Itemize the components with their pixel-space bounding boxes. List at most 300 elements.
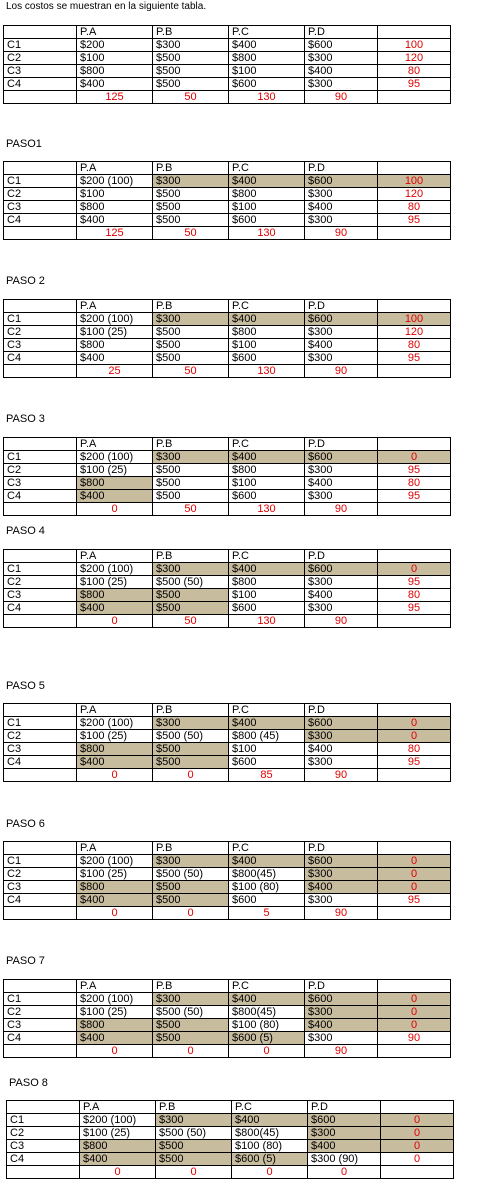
cost-cell: $800: [229, 464, 305, 477]
column-header: P.B: [153, 162, 229, 175]
empty-cell: [4, 91, 77, 104]
cost-cell: $600: [305, 563, 378, 576]
supply-cell: 95: [378, 214, 451, 227]
demand-cell: 130: [229, 503, 305, 516]
cost-cell: $400: [77, 352, 153, 365]
table-row: [4, 339, 451, 352]
cost-cell: $100 (25): [77, 326, 153, 339]
empty-header-cell: [378, 550, 451, 563]
cost-cell: $800(45): [229, 868, 305, 881]
cost-cell: $300: [305, 756, 378, 769]
cost-cell: $500: [153, 65, 229, 78]
supply-cell: 0: [378, 563, 451, 576]
column-header: P.A: [77, 438, 153, 451]
demand-cell: 130: [229, 91, 305, 104]
cost-cell: $500 (50): [156, 1127, 232, 1140]
cost-cell: $400: [229, 451, 305, 464]
step-title: PASO 5: [6, 680, 45, 692]
cost-cell: $300: [153, 313, 229, 326]
row-label: C3: [4, 65, 77, 78]
empty-cell: [378, 91, 451, 104]
cost-cell: $500 (50): [153, 868, 229, 881]
empty-cell: [4, 365, 77, 378]
cost-cell: $500: [153, 52, 229, 65]
row-label: C2: [4, 576, 77, 589]
cost-cell: $800: [77, 477, 153, 490]
cost-cell: $300: [305, 490, 378, 503]
cost-cell: $400: [229, 563, 305, 576]
column-header: P.B: [153, 842, 229, 855]
supply-cell: 120: [378, 326, 451, 339]
demand-cell: 0: [156, 1166, 232, 1179]
header-row: [4, 550, 451, 563]
cost-cell: $800: [77, 589, 153, 602]
header-row: [7, 1101, 454, 1114]
demand-row: [4, 907, 451, 920]
empty-cell: [4, 769, 77, 782]
column-header: P.C: [229, 704, 305, 717]
cost-cell: $100 (25): [77, 1006, 153, 1019]
cost-cell: $400: [229, 855, 305, 868]
step-title: PASO 4: [6, 525, 45, 537]
empty-header-cell: [378, 300, 451, 313]
cost-cell: $500: [153, 490, 229, 503]
step-title: PASO 2: [6, 275, 45, 287]
empty-header-cell: [378, 980, 451, 993]
empty-cell: [378, 503, 451, 516]
cost-cell: $600 (5): [229, 1032, 305, 1045]
row-label: C4: [4, 894, 77, 907]
empty-cell: [4, 1045, 77, 1058]
cost-cell: $300: [308, 1127, 381, 1140]
cost-cell: $500: [153, 352, 229, 365]
cost-cell: $100: [229, 201, 305, 214]
supply-cell: 0: [378, 881, 451, 894]
row-label: C4: [4, 756, 77, 769]
demand-cell: 50: [153, 365, 229, 378]
row-label: C3: [4, 1019, 77, 1032]
cost-cell: $800: [229, 52, 305, 65]
cost-cell: $400: [305, 743, 378, 756]
demand-cell: 0: [77, 503, 153, 516]
supply-cell: 100: [378, 39, 451, 52]
row-label: C1: [4, 175, 77, 188]
supply-cell: 0: [378, 855, 451, 868]
empty-header-cell: [4, 550, 77, 563]
column-header: P.A: [77, 550, 153, 563]
cost-cell: $500: [153, 339, 229, 352]
table-row: [4, 894, 451, 907]
supply-cell: 0: [378, 1006, 451, 1019]
empty-header-cell: [4, 26, 77, 39]
demand-cell: 0: [80, 1166, 156, 1179]
cost-cell: $100: [229, 743, 305, 756]
column-header: P.C: [229, 550, 305, 563]
column-header: P.D: [305, 704, 378, 717]
row-label: C4: [4, 1032, 77, 1045]
demand-cell: 130: [229, 365, 305, 378]
step-title: PASO 6: [6, 818, 45, 830]
cost-cell: $600: [305, 451, 378, 464]
empty-header-cell: [378, 842, 451, 855]
cost-cell: $800: [77, 201, 153, 214]
cost-cell: $500: [153, 464, 229, 477]
cost-cell: $400: [305, 589, 378, 602]
row-label: C4: [4, 602, 77, 615]
row-label: C1: [4, 993, 77, 1006]
header-row: [4, 300, 451, 313]
empty-cell: [4, 615, 77, 628]
cost-cell: $600: [305, 717, 378, 730]
supply-cell: 0: [378, 868, 451, 881]
table-row: [4, 313, 451, 326]
demand-row: [4, 1045, 451, 1058]
cost-cell: $200 (100): [77, 451, 153, 464]
cost-cell: $800(45): [229, 1006, 305, 1019]
table-row: [4, 352, 451, 365]
cost-cell: $300: [305, 576, 378, 589]
row-label: C1: [7, 1114, 80, 1127]
demand-cell: 50: [153, 615, 229, 628]
table-row: [4, 175, 451, 188]
demand-cell: 130: [229, 615, 305, 628]
cost-cell: $400: [77, 78, 153, 91]
header-row: [4, 438, 451, 451]
row-label: C1: [4, 717, 77, 730]
cost-cell: $600: [308, 1114, 381, 1127]
cost-cell: $300: [156, 1114, 232, 1127]
supply-cell: 95: [378, 602, 451, 615]
cost-cell: $400: [77, 214, 153, 227]
cost-cell: $800: [77, 881, 153, 894]
table-row: [4, 65, 451, 78]
cost-cell: $100: [229, 65, 305, 78]
column-header: P.C: [229, 980, 305, 993]
cost-cell: $800: [77, 1019, 153, 1032]
cost-cell: $400: [305, 477, 378, 490]
supply-cell: 95: [378, 490, 451, 503]
empty-cell: [4, 227, 77, 240]
row-label: C1: [4, 39, 77, 52]
cost-cell: $300: [305, 188, 378, 201]
demand-cell: 90: [305, 769, 378, 782]
row-label: C1: [4, 313, 77, 326]
supply-cell: 120: [378, 52, 451, 65]
table-row: [4, 868, 451, 881]
row-label: C3: [7, 1140, 80, 1153]
transport-table: [3, 437, 451, 516]
cost-cell: $300: [305, 78, 378, 91]
column-header: P.B: [153, 550, 229, 563]
cost-cell: $300: [305, 214, 378, 227]
cost-cell: $400: [305, 1019, 378, 1032]
cost-cell: $800: [229, 188, 305, 201]
cost-cell: $300: [153, 993, 229, 1006]
cost-cell: $800: [229, 326, 305, 339]
cost-cell: $400: [305, 201, 378, 214]
demand-row: [7, 1166, 454, 1179]
cost-cell: $500: [153, 1032, 229, 1045]
cost-cell: $300: [305, 602, 378, 615]
demand-cell: 90: [305, 503, 378, 516]
demand-cell: 85: [229, 769, 305, 782]
header-row: [4, 704, 451, 717]
cost-cell: $300: [153, 563, 229, 576]
column-header: P.A: [77, 300, 153, 313]
empty-header-cell: [7, 1101, 80, 1114]
cost-cell: $600: [229, 894, 305, 907]
cost-cell: $600: [305, 175, 378, 188]
column-header: P.A: [77, 26, 153, 39]
demand-cell: 0: [77, 1045, 153, 1058]
transport-table: [3, 703, 451, 782]
cost-cell: $400: [77, 894, 153, 907]
transport-table: [3, 25, 451, 104]
transport-table: [3, 549, 451, 628]
table-row: [4, 78, 451, 91]
cost-cell: $500: [153, 756, 229, 769]
column-header: P.D: [305, 26, 378, 39]
column-header: P.D: [305, 842, 378, 855]
supply-cell: 0: [381, 1114, 454, 1127]
cost-cell: $500: [156, 1140, 232, 1153]
demand-row: [4, 365, 451, 378]
row-label: C2: [4, 188, 77, 201]
supply-cell: 95: [378, 78, 451, 91]
empty-header-cell: [4, 704, 77, 717]
supply-cell: 0: [378, 451, 451, 464]
supply-cell: 80: [378, 589, 451, 602]
cost-cell: $300: [305, 326, 378, 339]
row-label: C4: [4, 490, 77, 503]
demand-row: [4, 227, 451, 240]
cost-cell: $200 (100): [77, 563, 153, 576]
row-label: C2: [4, 868, 77, 881]
row-label: C1: [4, 451, 77, 464]
demand-cell: 0: [153, 769, 229, 782]
empty-header-cell: [4, 980, 77, 993]
empty-header-cell: [378, 26, 451, 39]
column-header: P.A: [77, 980, 153, 993]
column-header: P.C: [232, 1101, 308, 1114]
empty-header-cell: [378, 704, 451, 717]
cost-cell: $100: [229, 477, 305, 490]
cost-cell: $600: [229, 214, 305, 227]
empty-header-cell: [381, 1101, 454, 1114]
demand-row: [4, 615, 451, 628]
row-label: C2: [4, 1006, 77, 1019]
supply-cell: 80: [378, 339, 451, 352]
cost-cell: $500: [153, 78, 229, 91]
row-label: C4: [7, 1153, 80, 1166]
demand-row: [4, 91, 451, 104]
empty-header-cell: [4, 162, 77, 175]
cost-cell: $300: [305, 1006, 378, 1019]
cost-cell: $100 (80): [229, 881, 305, 894]
supply-cell: 80: [378, 743, 451, 756]
demand-cell: 0: [232, 1166, 308, 1179]
intro-text: Los costos se muestran en la siguiente tabla.: [6, 1, 207, 12]
row-label: C2: [7, 1127, 80, 1140]
cost-cell: $200: [77, 39, 153, 52]
empty-cell: [378, 1045, 451, 1058]
cost-cell: $500: [153, 214, 229, 227]
cost-cell: $600: [229, 352, 305, 365]
demand-cell: 50: [153, 227, 229, 240]
cost-cell: $300: [153, 39, 229, 52]
row-label: C1: [4, 855, 77, 868]
column-header: P.D: [308, 1101, 381, 1114]
demand-cell: 125: [77, 227, 153, 240]
supply-cell: 0: [381, 1153, 454, 1166]
cost-cell: $100 (25): [77, 576, 153, 589]
empty-header-cell: [4, 438, 77, 451]
cost-cell: $100 (25): [77, 730, 153, 743]
table-row: [4, 717, 451, 730]
table-row: [4, 201, 451, 214]
empty-cell: [378, 227, 451, 240]
row-label: C1: [4, 563, 77, 576]
empty-cell: [378, 615, 451, 628]
cost-cell: $100: [77, 52, 153, 65]
cost-cell: $500: [153, 326, 229, 339]
cost-cell: $600: [305, 39, 378, 52]
supply-cell: 95: [378, 352, 451, 365]
column-header: P.C: [229, 162, 305, 175]
empty-header-cell: [4, 842, 77, 855]
cost-cell: $500 (50): [153, 576, 229, 589]
row-label: C3: [4, 881, 77, 894]
cost-cell: $200 (100): [77, 993, 153, 1006]
table-row: [4, 451, 451, 464]
demand-cell: 0: [229, 1045, 305, 1058]
cost-cell: $400: [80, 1153, 156, 1166]
cost-cell: $300: [305, 868, 378, 881]
cost-cell: $300: [153, 451, 229, 464]
column-header: P.B: [153, 26, 229, 39]
table-row: [7, 1114, 454, 1127]
cost-cell: $600: [229, 602, 305, 615]
supply-cell: 95: [378, 756, 451, 769]
empty-cell: [4, 503, 77, 516]
cost-cell: $200 (100): [77, 313, 153, 326]
column-header: P.B: [156, 1101, 232, 1114]
supply-cell: 0: [381, 1127, 454, 1140]
demand-cell: 90: [305, 1045, 378, 1058]
column-header: P.D: [305, 162, 378, 175]
supply-cell: 120: [378, 188, 451, 201]
cost-cell: $600: [305, 993, 378, 1006]
cost-cell: $800: [80, 1140, 156, 1153]
cost-cell: $500 (50): [153, 730, 229, 743]
demand-cell: 125: [77, 91, 153, 104]
table-row: [7, 1127, 454, 1140]
cost-cell: $300: [305, 352, 378, 365]
cost-cell: $400: [77, 490, 153, 503]
demand-cell: 0: [77, 615, 153, 628]
column-header: P.D: [305, 438, 378, 451]
cost-cell: $400: [305, 65, 378, 78]
table-row: [7, 1153, 454, 1166]
cost-cell: $500: [153, 881, 229, 894]
table-row: [4, 576, 451, 589]
demand-cell: 25: [77, 365, 153, 378]
demand-cell: 0: [77, 907, 153, 920]
table-row: [4, 477, 451, 490]
demand-cell: 0: [308, 1166, 381, 1179]
cost-cell: $300: [305, 730, 378, 743]
step-title: PASO 7: [6, 955, 45, 967]
row-label: C3: [4, 339, 77, 352]
empty-cell: [4, 907, 77, 920]
cost-cell: $100: [229, 589, 305, 602]
column-header: P.B: [153, 980, 229, 993]
empty-header-cell: [378, 162, 451, 175]
cost-cell: $100 (25): [80, 1127, 156, 1140]
empty-header-cell: [4, 300, 77, 313]
cost-cell: $600: [229, 78, 305, 91]
step-title: PASO 8: [9, 1077, 48, 1089]
demand-cell: 90: [305, 91, 378, 104]
cost-cell: $200 (100): [77, 855, 153, 868]
cost-cell: $300: [305, 1032, 378, 1045]
row-label: C2: [4, 326, 77, 339]
cost-cell: $600: [305, 855, 378, 868]
supply-cell: 100: [378, 313, 451, 326]
demand-cell: 0: [153, 1045, 229, 1058]
demand-cell: 50: [153, 503, 229, 516]
cost-cell: $500: [153, 894, 229, 907]
empty-cell: [378, 769, 451, 782]
column-header: P.A: [77, 162, 153, 175]
table-row: [4, 855, 451, 868]
cost-cell: $300 (90): [308, 1153, 381, 1166]
supply-cell: 0: [378, 993, 451, 1006]
cost-cell: $500: [153, 602, 229, 615]
row-label: C2: [4, 464, 77, 477]
demand-cell: 130: [229, 227, 305, 240]
header-row: [4, 980, 451, 993]
table-row: [4, 39, 451, 52]
column-header: P.C: [229, 438, 305, 451]
empty-cell: [378, 365, 451, 378]
empty-cell: [7, 1166, 80, 1179]
row-label: C3: [4, 743, 77, 756]
row-label: C2: [4, 730, 77, 743]
column-header: P.B: [153, 300, 229, 313]
cost-cell: $400: [229, 39, 305, 52]
cost-cell: $600: [229, 756, 305, 769]
row-label: C4: [4, 78, 77, 91]
table-row: [4, 1019, 451, 1032]
cost-cell: $400: [232, 1114, 308, 1127]
table-row: [4, 1006, 451, 1019]
cost-cell: $800 (45): [229, 730, 305, 743]
header-row: [4, 842, 451, 855]
table-row: [7, 1140, 454, 1153]
cost-cell: $400: [229, 717, 305, 730]
cost-cell: $300: [305, 464, 378, 477]
cost-cell: $400: [305, 881, 378, 894]
cost-cell: $500: [156, 1153, 232, 1166]
cost-cell: $200 (100): [77, 175, 153, 188]
supply-cell: 0: [378, 730, 451, 743]
cost-cell: $400: [229, 993, 305, 1006]
demand-cell: 90: [305, 365, 378, 378]
column-header: P.C: [229, 842, 305, 855]
cost-cell: $800: [77, 65, 153, 78]
cost-cell: $100: [77, 188, 153, 201]
